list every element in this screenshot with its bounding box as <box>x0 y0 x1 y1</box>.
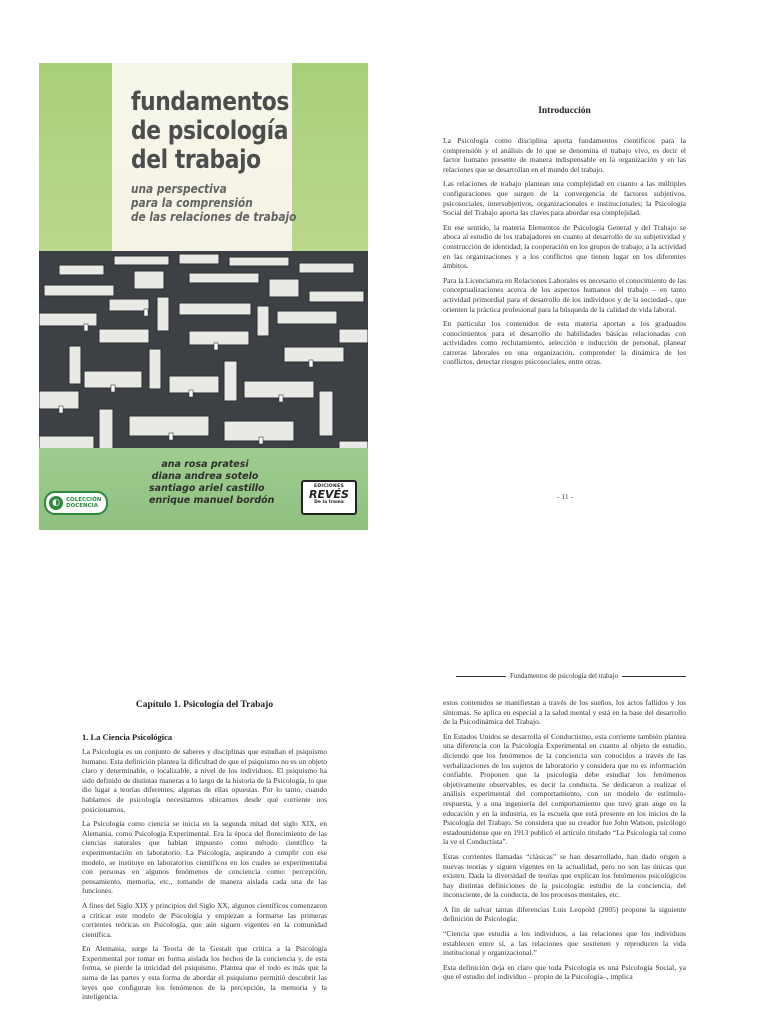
cover-subtitle-line: una perspectiva <box>131 182 227 196</box>
cover-title-line: de psicología <box>131 116 289 146</box>
collection-logo-line: DOCENCIA <box>66 503 98 509</box>
maze-illustration <box>39 251 368 471</box>
cover-subtitle-line: para la comprensión <box>131 196 253 210</box>
cover-subtitle-line: de las relaciones de trabajo <box>131 210 297 224</box>
collection-logo-icon: ◐ <box>49 496 63 510</box>
body-paragraph: En Estados Unidos se desarrolla el Conductismo, esta corriente también plantea una diferencia con la Psicología Experimental en cuanto al objeto de estudio, diciendo que los fenómenos de la conciencia son conocidos a través de las verbalizaciones de los sujetos de laboratorio y considera que no es información confiable. Proponen que la psicología debe estudiar los fenómenos objetivamente observables, es decir la conducta. Se dedicaron a realizar el análisis experimental del comportamiento, con un modelo de estímulo- respuesta, y a una ingeniería del comportamiento que tuvo gran auge en la educación y en la industria, es la escuela que está presente en los inicios de la Psicología del Trabajo. Se considera que su creador fue John Watson, psicólogo estadounidense que en 1913 publicó el artículo titulado “La Psicología tal como la ve el Conductista”. <box>443 731 686 847</box>
cover-author: enrique manuel bordón <box>149 495 275 506</box>
section-title: 1. La Ciencia Psicológica <box>82 732 173 742</box>
cover-authors <box>149 459 275 507</box>
cover-title-line: fundamentos <box>131 87 289 117</box>
body-paragraph: estos contenidos se manifiestan a través de los sueños, los actos fallidos y los síntomas. Se aplica en especial a la salud mental y está en la base del desarrollo de la Psicodinámica del Trabajo. <box>443 698 686 727</box>
collection-logo-line: COLECCIÓN <box>66 497 102 503</box>
body-paragraph: A fines del Siglo XIX y principios del Siglo XX, algunos científicos comenzaron a criticar este modelo de Psicología y empiezan a formarse las primeras corrientes teóricas en Psicología, que aún siguen vigentes en la comunidad científica. <box>82 900 327 939</box>
body-paragraph: “Ciencia que estudia a los individuos, a las relaciones que los individuos establecen entre sí, a las relaciones que sostienen y reproducen la vida institucional y organizacional.” <box>443 929 686 958</box>
intro-paragraph: En ese sentido, la materia Elementos de Psicología General y del Trabajo se aboca al estudio de los trabajadores en cuanto al desarrollo de su subjetividad y construcción de identidad; la cooperación en los grupos de trabajo; a la actividad en las organizaciones y a los conflictos que tienen lugar en los diferentes ámbitos. <box>443 222 686 271</box>
publisher-logo <box>301 480 357 515</box>
publisher-logo-top: EDICIONES <box>313 484 345 489</box>
running-header <box>456 670 686 682</box>
cover-author: diana andrea sotelo <box>151 471 259 482</box>
publisher-logo-bottom: De la trama <box>314 500 344 505</box>
cover-title-line: del trabajo <box>131 145 261 175</box>
collection-logo <box>44 491 108 515</box>
body-paragraph: Estas corrientes llamadas “clásicas” se han desarrollado, han dado origen a nuevas teorías y siguen vigentes en la actualidad, pero no son las únicas que existen. Dada la diversidad de teorías que explican los fenómenos psicológicos hay distintas definiciones de la psicología: estudio de la conciencia, del inconsciente, de la conducta, de los procesos mentales, etc. <box>443 851 686 900</box>
body-paragraph: Esta definición deja en claro que toda Psicología es una Psicología Social, ya que el estudio del individuo – propio de la Psicología–, implica <box>443 962 686 982</box>
running-header-text: Fundamentos de psicología del trabajo <box>510 672 619 680</box>
intro-paragraph: Para la Licenciatura en Relaciones Laborales es necesario el conocimiento de las conceptualizaciones acerca de los aspectos humanos del trabajo – en tanto actividad primordial para el desarrollo de los individuos y de la sociedad–, que orienten la práctica profesional para la búsqueda de la calidad de vida laboral. <box>443 275 686 314</box>
chapter-title: Capítulo 1. Psicología del Trabajo <box>135 700 274 710</box>
cover-author: ana rosa pratesi <box>161 459 249 470</box>
left-column-text <box>82 747 327 1007</box>
body-paragraph: En Alemania, surge la Teoría de la Gestalt que critica a la Psicología Experimental por tomar en forma aislada los hechos de la conciencia y, de esta forma, se pierde la unicidad del psiquismo. Plantea que el todo es más que la suma de las partes y esta forma de abordar el psiquismo permitió descubrir las leyes que configuran los fenómenos de la percepción, la memoria y la inteligencia. <box>82 944 327 1002</box>
publisher-logo-name: REVÉS <box>309 488 349 501</box>
body-paragraph: La Psicología es un conjunto de saberes y disciplinas que estudian el psiquismo humano. Esta definición plantea la dificultad de que el psiquismo no es un objeto claro y determinable, o localizable, a nivel de los individuos. El psiquismo ha sido definido de distintas maneras a lo largo de la historia de la Psicología, lo que dio lugar a teorías diferentes, algunas de ellas opuestas. Por lo tanto, cuando hablamos de psicología necesitamos ubicarnos desde qué corriente nos posicionamos. <box>82 747 327 814</box>
intro-heading: Introducción <box>538 106 591 116</box>
book-cover <box>39 63 368 530</box>
body-paragraph: A fin de salvar tantas diferencias Luis Leopold (2005) propone la siguiente definición de Psicología: <box>443 904 686 924</box>
body-paragraph: La Psicología como ciencia se inicia en la segunda mitad del siglo XIX, en Alemania, como Psicología Experimental. Era la época del florecimiento de las ciencias naturales que habían impuesto como método científico la experimentación en laboratorio. La Psicología, aspirando a cumplir con ese modelo, se instituye en laboratorios científicos en los cuales se experimentaba con personas en algunos fenómenos de conciencia como: percepción, pensamiento, memoria, etc., tomando de manera aislada cada una de las funciones. <box>82 819 327 896</box>
intro-paragraph: Las relaciones de trabajo plantean una complejidad en cuanto a las múltiples configuraciones que surgen de la convergencia de factores subjetivos, psicosociales, intersubjetivos, organizacionales e institucionales; la Psicología Social del Trabajo aporta las claves para abordar esa complejidad. <box>443 179 686 218</box>
cover-author: santiago ariel castillo <box>149 483 265 494</box>
header-rule <box>456 676 506 677</box>
intro-paragraph: En particular los contenidos de esta materia aportan a los graduados conocimientos para el desarrollo de habilidades básicas relacionadas con actividades como reclutamiento, selección e inducción de personal, planear carreras laborales en una organización, comprender la dinámica de los conflictos, detectar riesgos psicosociales, entre otras. <box>443 319 686 367</box>
page-number: - 11 - <box>557 492 573 501</box>
header-rule <box>622 676 686 677</box>
cover-title <box>131 88 289 175</box>
intro-text <box>443 136 686 372</box>
cover-subtitle <box>131 182 296 224</box>
intro-paragraph: La Psicología como disciplina aporta fundamentos científicos para la comprensión y el análisis de lo que se denomina el trabajo vivo, es decir el factor humano presente de manera indispensable en la organización y en las relaciones que se desarrollan en el mundo del trabajo. <box>443 136 686 174</box>
right-column-text <box>443 698 686 987</box>
